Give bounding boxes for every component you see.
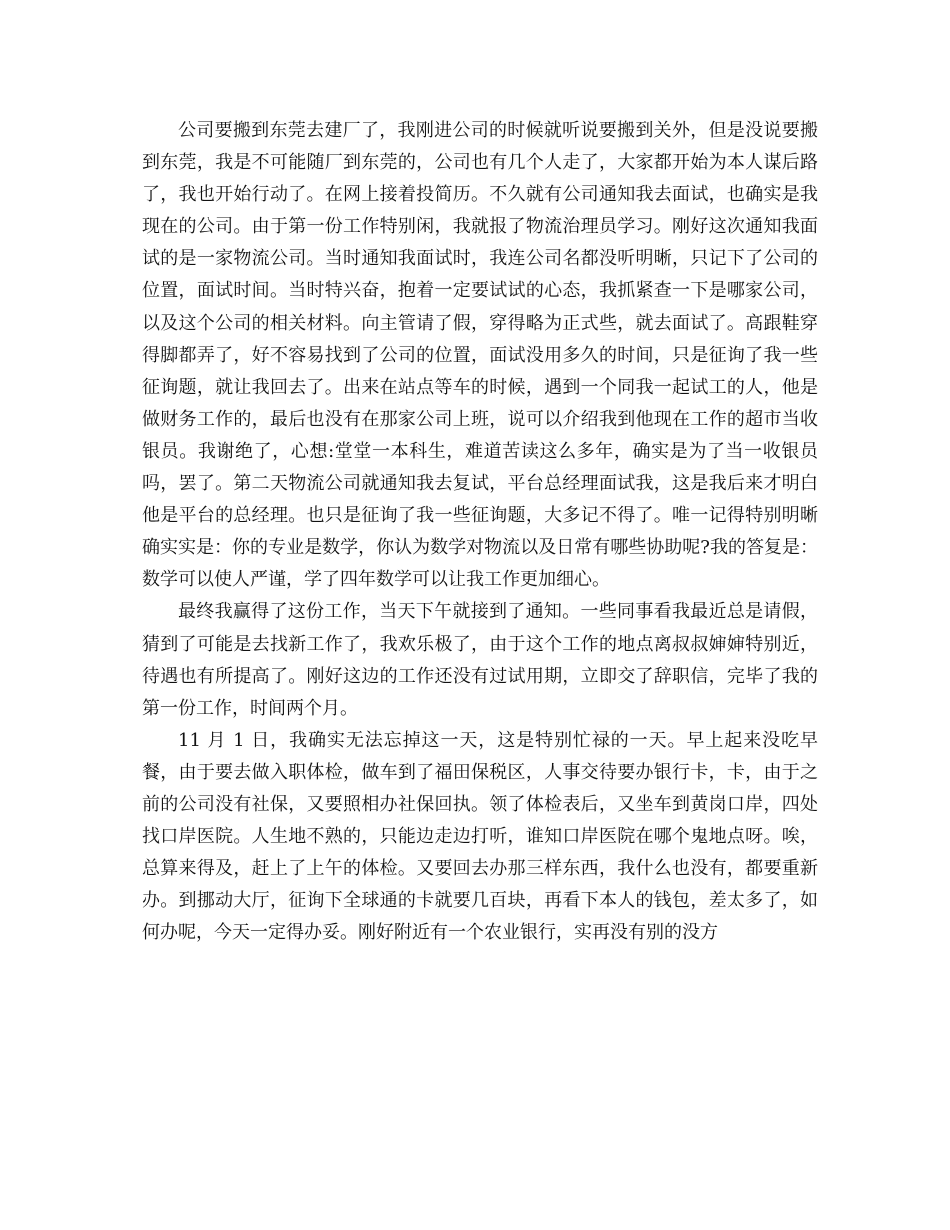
body-text xyxy=(142,115,818,949)
paragraph-2: 最终我赢得了这份工作，当天下午就接到了通知。一些同事看我最近总是请假，猜到了可能是去找新工作了，我欢乐极了，由于这个工作的地点离叔叔婶婶特别近，待遇也有所提高了。刚好这边的工作还没有过试用期，立即交了辞职信，完毕了我的第一份工作，时间两个月。 xyxy=(142,601,818,719)
paragraph-3: 11 月 1 日，我确实无法忘掉这一天，这是特别忙禄的一天。早上起来没吃早餐，由于要去做入职体检，做车到了福田保税区，人事交待要办银行卡，卡，由于之前的公司没有社保，又要照相办社保回执。领了体检表后，又坐车到黄岗口岸，四处找口岸医院。人生地不熟的，只能边走边打听，谁知口岸医院在哪个鬼地点呀。唉，总算来得及，赶上了上午的体检。又要回去办那三样东西，我什么也没有，都要重新办。到挪动大厅，征询下全球通的卡就要几百块，再看下本人的钱包，差太多了，如何办呢，今天一定得办妥。刚好附近有一个农业银行，实再没有别的没方 xyxy=(142,729,818,944)
paragraph-1: 公司要搬到东莞去建厂了，我刚进公司的时候就听说要搬到关外，但是没说要搬到东莞，我是不可能随厂到东莞的，公司也有几个人走了，大家都开始为本人谋后路了，我也开始行动了。在网上接着投简历。不久就有公司通知我去面试，也确实是我现在的公司。由于第一份工作特别闲，我就报了物流治理员学习。刚好这次通知我面试的是一家物流公司。当时通知我面试时，我连公司名都没听明晰，只记下了公司的位置，面试时间。当时特兴奋，抱着一定要试试的心态，我抓紧查一下是哪家公司，以及这个公司的相关材料。向主管请了假，穿得略为正式些，就去面试了。高跟鞋穿得脚都弄了，好不容易找到了公司的位置，面试没用多久的时间，只是征询了我一些征询题，就让我回去了。出来在站点等车的时候，遇到一个同我一起试工的人，他是做财务工作的，最后也没有在那家公司上班，说可以介绍我到他现在工作的超市当收银员。我谢绝了，心想:堂堂一本科生，难道苦读这么多年，确实是为了当一收银员吗，罢了。第二天物流公司就通知我去复试，平台总经理面试我，这是我后来才明白他是平台的总经理。也只是征询了我一些征询题，大多记不得了。唯一记得特别明晰确实实是：你的专业是数学，你认为数学对物流以及日常有哪些协助呢?我的答复是：数学可以使人严谨，学了四年数学可以让我工作更加细心。 xyxy=(142,120,818,591)
